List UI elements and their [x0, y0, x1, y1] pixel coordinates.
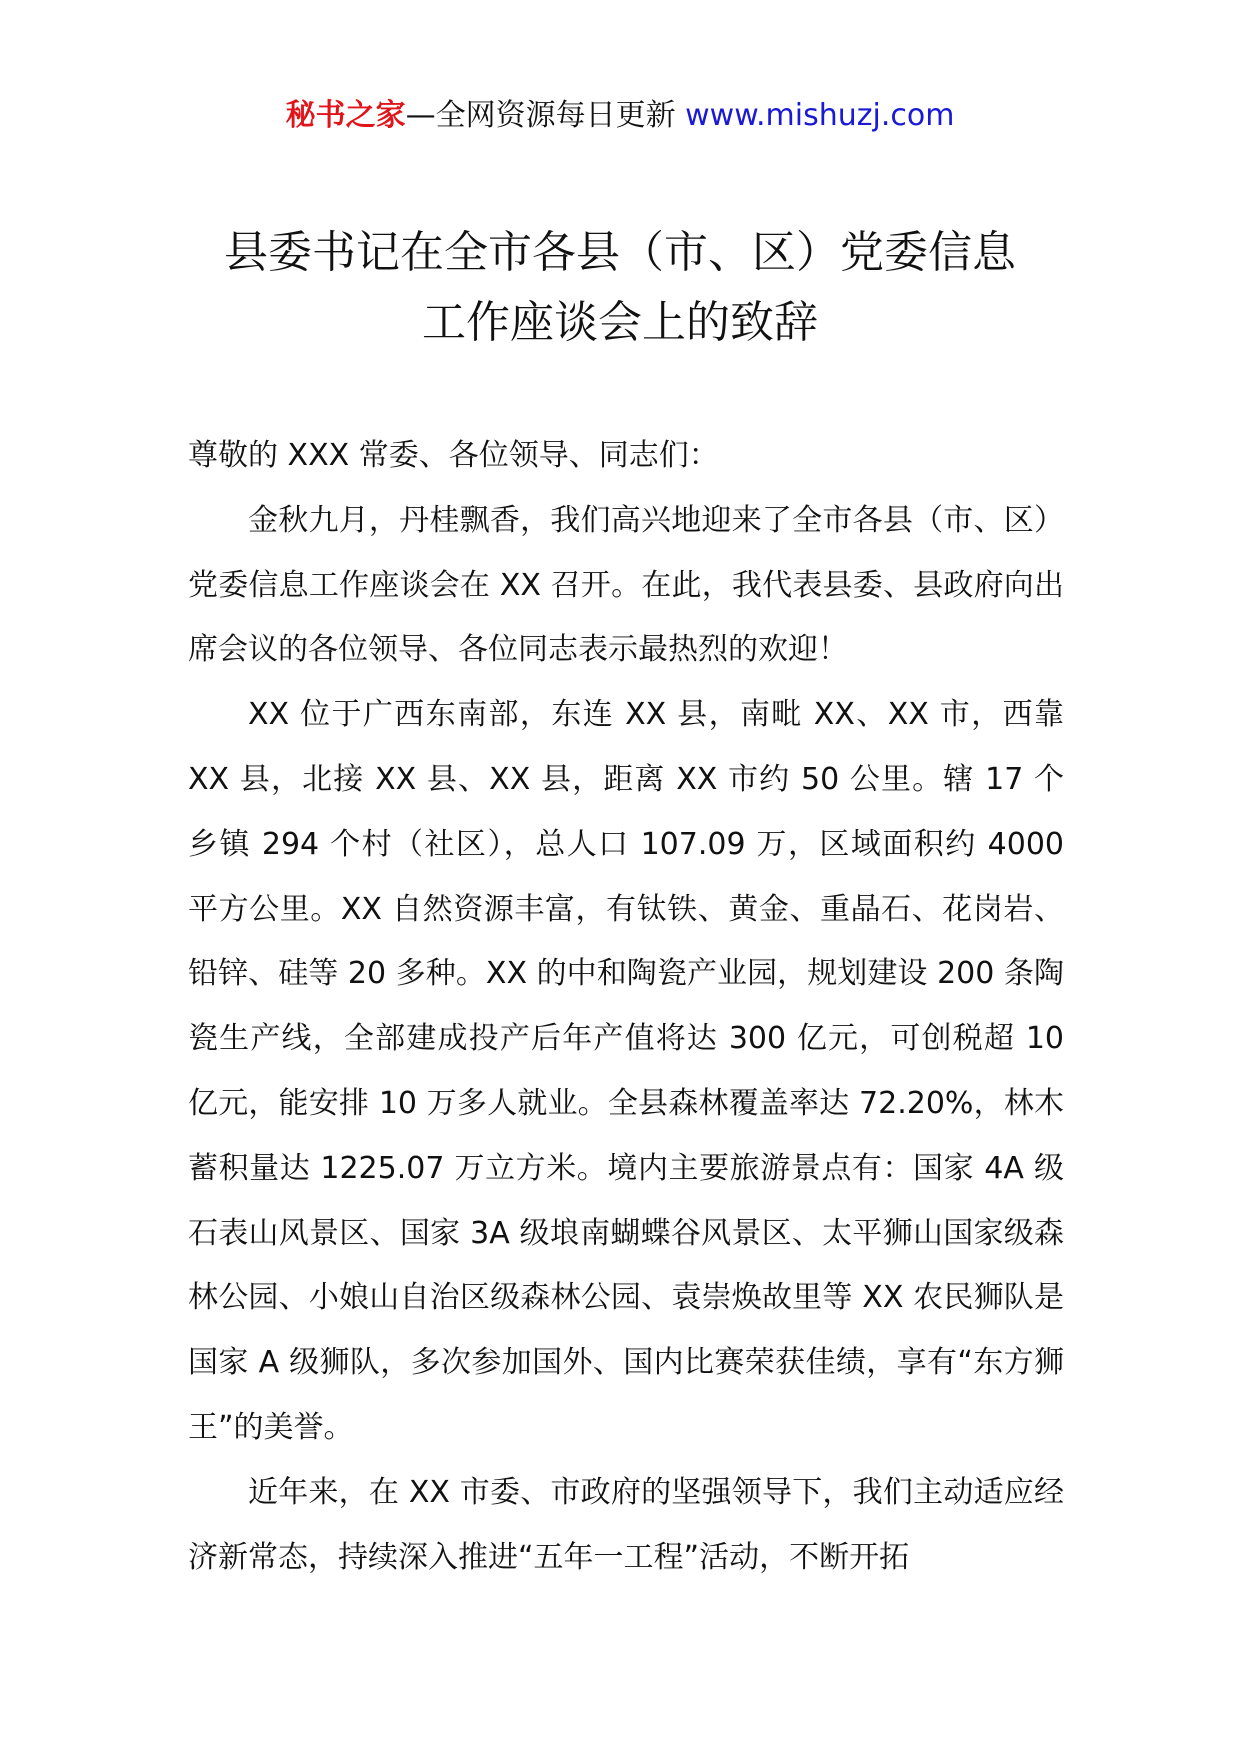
- title-line-1: 县委书记在全市各县（市、区）党委信息: [224, 227, 1016, 278]
- paragraph-county-intro: XX 位于广西东南部，东连 XX 县，南毗 XX、XX 市，西靠 XX 县，北接 XX 县、XX 县，距离 XX 市约 50 公里。辖 17 个乡镇 294 个村（社区），总人口 107.09 万，区域面积约 4000 平方公里。XX 自然资源丰富，有钛铁、黄金、重晶石、花岗岩、铅锌、硅等 20 多种。XX 的中和陶瓷产业园，规划建设 200 条陶瓷生产线，全部建成投产后年产值将达 300 亿元，可创税超 10 亿元，能安排 10 万多人就业。全县森林覆盖率达 72.20%，林木蓄积量达 1225.07 万立方米。境内主要旅游景点有：国家 4A 级石表山风景区、国家 3A 级埌南蝴蝶谷风景区、太平狮山国家级森林公园、小娘山自治区级森林公园、袁崇焕故里等 XX 农民狮队是国家 A 级狮队，多次参加国外、国内比赛荣获佳绩，享有“东方狮王”的美誉。: [188, 697, 1064, 1445]
- title-line-2: 工作座谈会上的致辞: [422, 297, 818, 348]
- salutation: 尊敬的 XXX 常委、各位领导、同志们：: [188, 438, 719, 473]
- paragraph-welcome: 金秋九月，丹桂飘香，我们高兴地迎来了全市各县（市、区）党委信息工作座谈会在 XX 召开。在此，我代表县委、县政府向出席会议的各位领导、各位同志表示最热烈的欢迎！: [188, 502, 1064, 668]
- document-title: [120, 218, 1120, 358]
- paragraph-recent-years: 近年来，在 XX 市委、市政府的坚强领导下，我们主动适应经济新常态，持续深入推进“五年一工程”活动，不断开拓: [188, 1474, 1064, 1575]
- site-header: [0, 96, 1240, 136]
- document-body: [188, 424, 1064, 1590]
- website-url[interactable]: www.mishuzj.com: [685, 98, 955, 133]
- header-slogan: —全网资源每日更新: [405, 98, 686, 133]
- brand-name: 秘书之家: [285, 98, 406, 133]
